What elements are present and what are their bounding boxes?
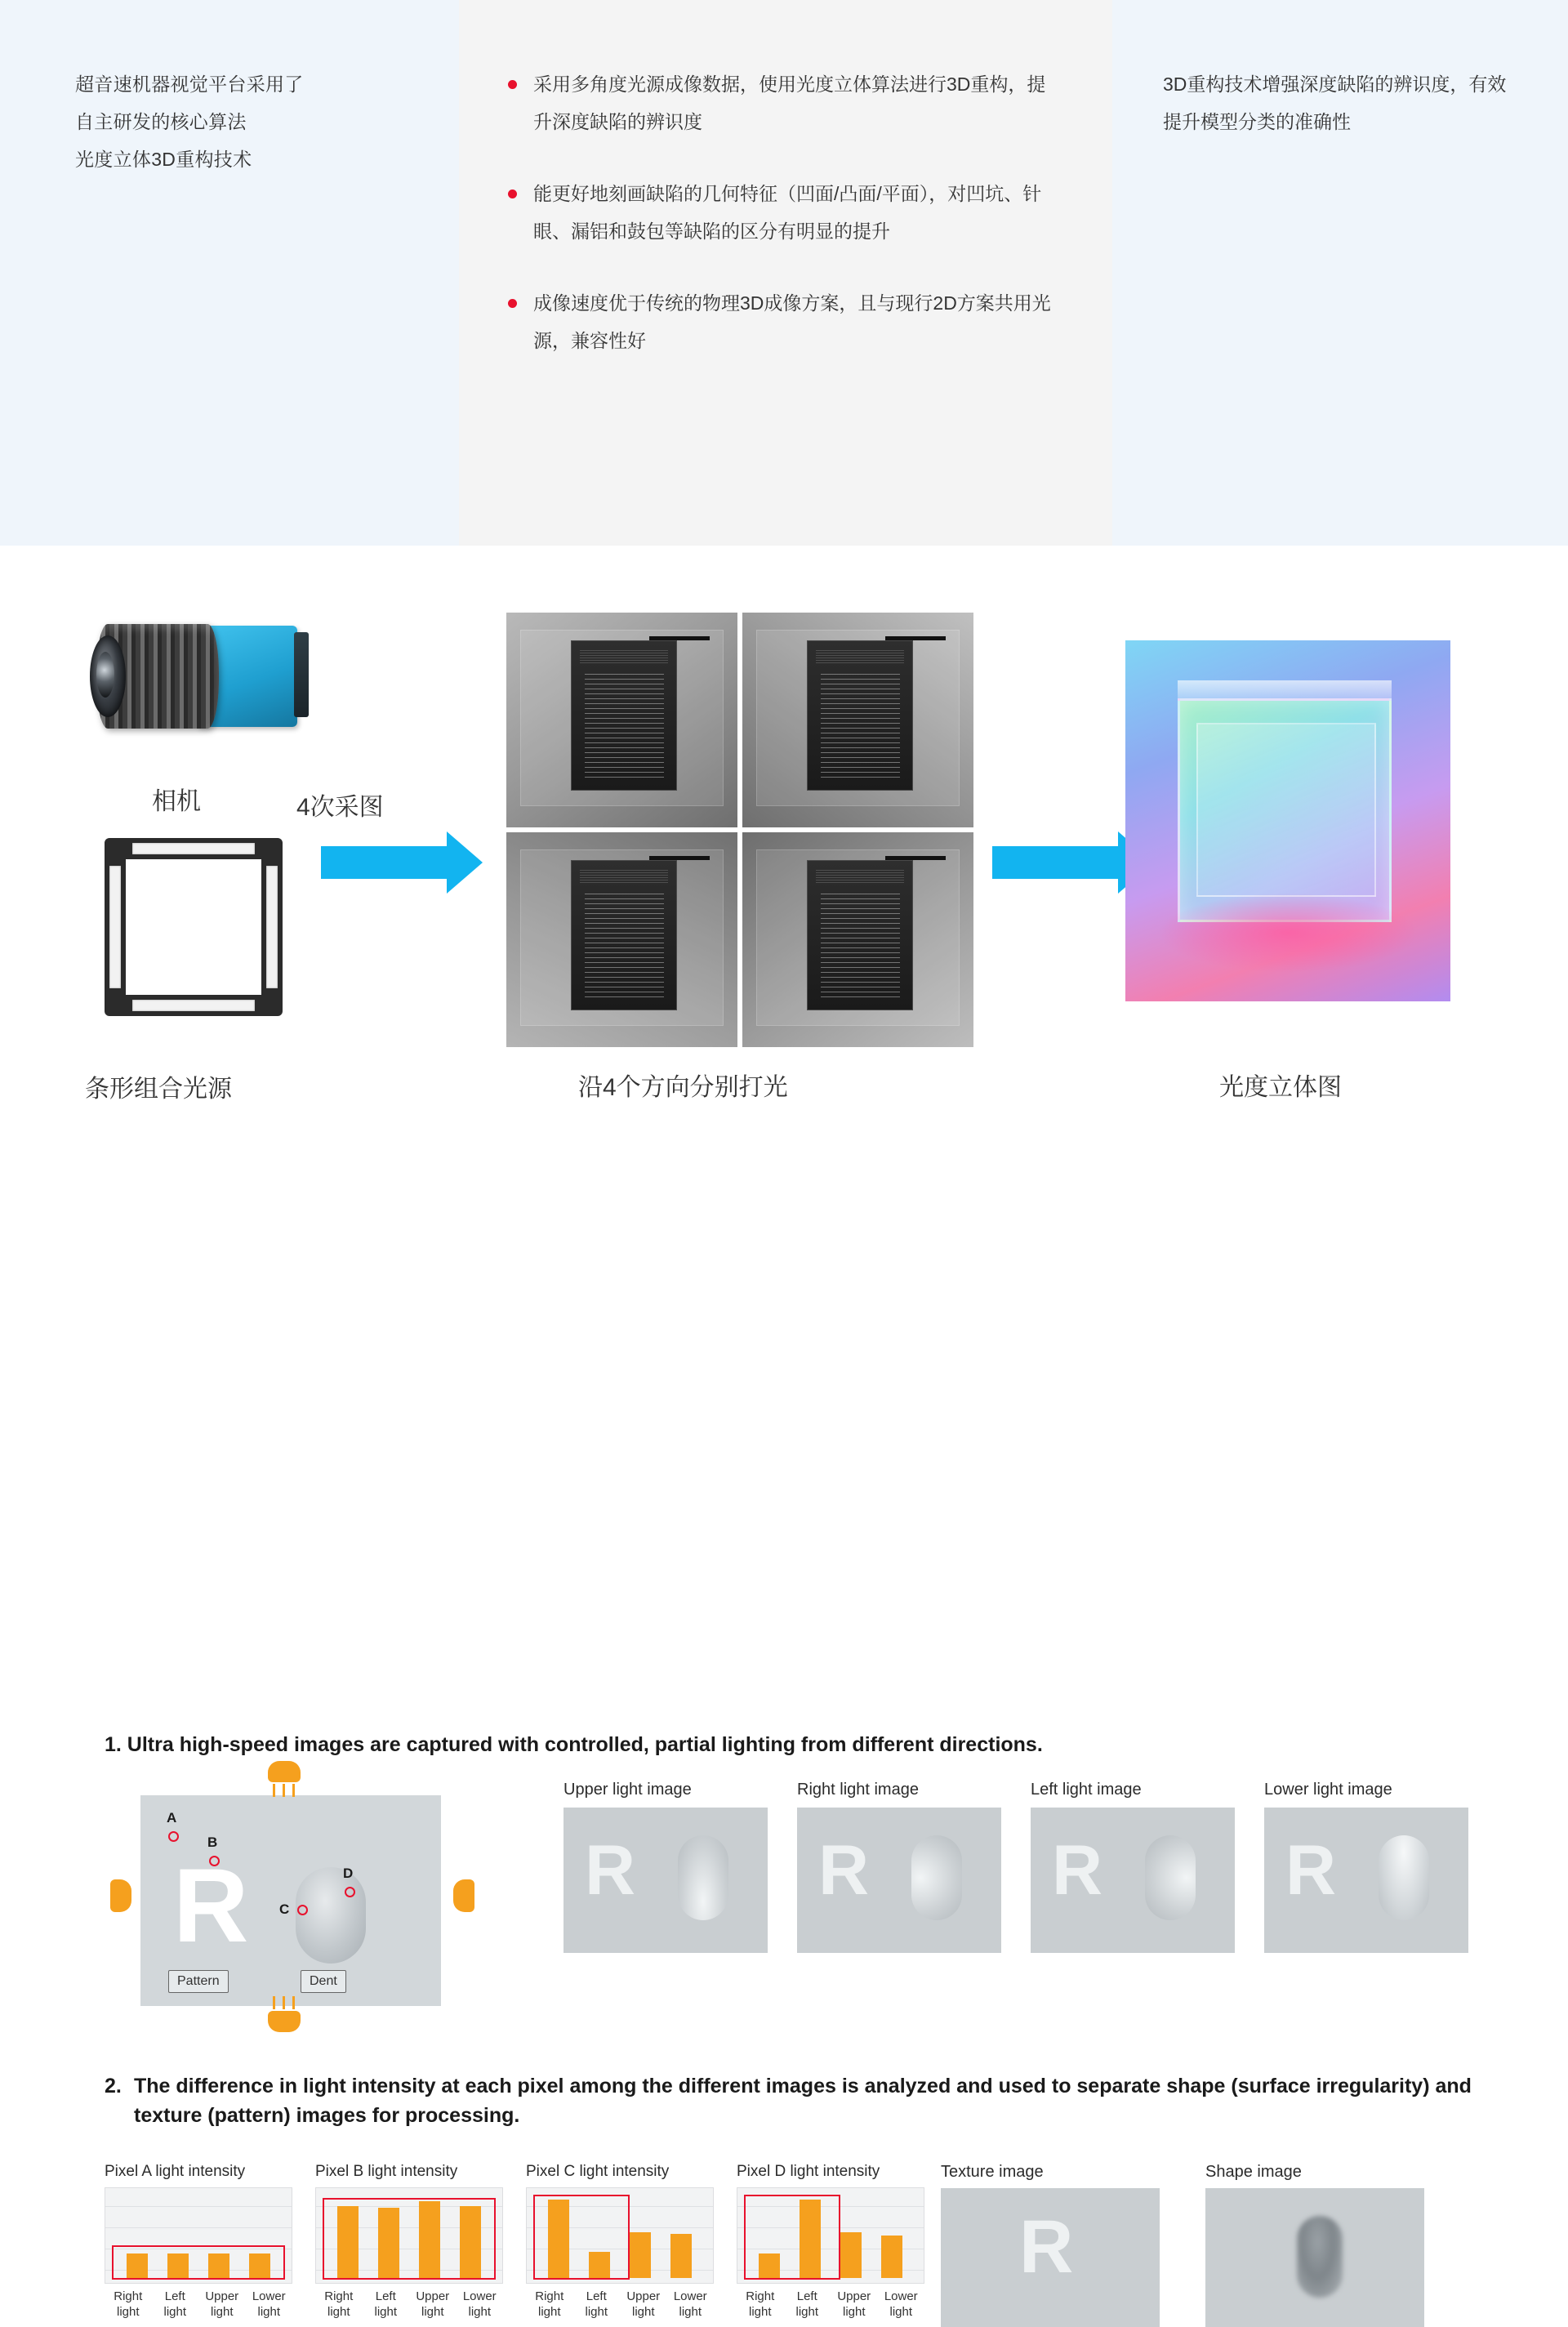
point-b-marker xyxy=(209,1856,220,1866)
chart-axis-labels xyxy=(737,2289,924,2320)
chart-axis-labels xyxy=(315,2289,503,2320)
axis-tick: Left light xyxy=(585,2289,608,2319)
banner-column-bullets xyxy=(459,0,1112,546)
camera-lens xyxy=(96,624,219,729)
chart-highlight-box xyxy=(112,2245,285,2280)
bar xyxy=(881,2236,902,2278)
chart-pixel-c xyxy=(526,2163,714,2320)
chart-plot-area xyxy=(315,2187,503,2284)
light-bar-top xyxy=(132,843,255,854)
output-image-caption: Shape image xyxy=(1205,2163,1302,2181)
arrow-right-icon-1 xyxy=(321,831,483,894)
chart-pixel-d xyxy=(737,2163,924,2320)
point-a-label: A xyxy=(167,1810,177,1825)
light-image-caption: Lower light image xyxy=(1264,1781,1392,1799)
chart-plot-area xyxy=(526,2187,714,2284)
axis-tick: Left light xyxy=(163,2289,187,2319)
chart-pixel-b xyxy=(315,2163,503,2320)
photometric-stereo-image xyxy=(1125,640,1450,1001)
list-item xyxy=(508,175,1080,250)
captured-image-upper xyxy=(506,613,737,827)
bullet-text: 采用多角度光源成像数据，使用光度立体算法进行3D重构，提升深度缺陷的辨识度 xyxy=(533,74,1046,132)
chart-highlight-box xyxy=(323,2198,496,2280)
texture-image xyxy=(941,2163,1160,2327)
bullet-text: 成像速度优于传统的物理3D成像方案，且与现行2D方案共用光源，兼容性好 xyxy=(533,292,1051,351)
point-c-marker xyxy=(297,1905,308,1915)
light-image-left xyxy=(1031,1781,1235,1953)
axis-tick: Right light xyxy=(535,2289,564,2319)
light-image-upper xyxy=(564,1781,768,1953)
light-bar-bottom xyxy=(132,1000,255,1011)
photometric-stereo-label: 光度立体图 xyxy=(1219,1074,1342,1101)
lamp-lower-icon xyxy=(268,2011,301,2032)
light-frame xyxy=(105,838,283,1016)
bar xyxy=(670,2234,692,2278)
tag-dent: Dent xyxy=(301,1970,346,1993)
axis-tick: Left light xyxy=(795,2289,819,2319)
capture-count-label: 4次采图 xyxy=(296,794,384,821)
axis-tick: Upper light xyxy=(626,2289,661,2319)
benefit-text: 3D重构技术增强深度缺陷的辨识度，有效提升模型分类的准确性 xyxy=(1163,74,1507,132)
light-image-right xyxy=(797,1781,1001,1953)
chart-title: Pixel A light intensity xyxy=(105,2163,246,2180)
chart-highlight-box xyxy=(533,2195,630,2280)
point-a-marker xyxy=(168,1831,179,1842)
light-image-letter: R xyxy=(1285,1831,1337,1910)
axis-tick: Left light xyxy=(374,2289,398,2319)
english-explainer xyxy=(0,1232,1568,2319)
bar-light-source-icon xyxy=(105,838,283,1016)
dent-render xyxy=(1145,1835,1196,1920)
tag-pattern: Pattern xyxy=(168,1970,229,1993)
banner-column-intro xyxy=(0,0,459,546)
dent-render xyxy=(1379,1835,1429,1920)
chart-pixel-a xyxy=(105,2163,292,2320)
point-d-label: D xyxy=(343,1866,354,1881)
intro-line-3: 光度立体3D重构技术 xyxy=(75,149,252,170)
directions-label: 沿4个方向分别打光 xyxy=(578,1074,788,1101)
axis-tick: Right light xyxy=(114,2289,143,2319)
axis-tick: Lower light xyxy=(673,2289,707,2319)
bullet-text: 能更好地刻画缺陷的几何特征（凹面/凸面/平面），对凹坑、针眼、漏铝和鼓包等缺陷的区分有明显的提升 xyxy=(533,183,1042,242)
texture-letter: R xyxy=(1019,2205,1074,2289)
bullet-dot-icon xyxy=(508,299,517,308)
lamp-left-icon xyxy=(105,1885,137,1906)
chart-axis-labels xyxy=(526,2289,714,2320)
output-image-row xyxy=(941,2163,1424,2327)
axis-tick: Right light xyxy=(746,2289,775,2319)
captured-image-right xyxy=(742,613,973,827)
light-image-caption: Upper light image xyxy=(564,1781,692,1799)
lamp-upper-icon xyxy=(268,1761,301,1782)
light-image-lower xyxy=(1264,1781,1468,1953)
process-diagram xyxy=(0,546,1568,1232)
axis-tick: Upper light xyxy=(416,2289,450,2319)
dent-shape xyxy=(296,1867,366,1964)
intro-line-2: 自主研发的核心算法 xyxy=(75,111,247,132)
chart-title: Pixel B light intensity xyxy=(315,2163,458,2180)
point-b-label: B xyxy=(207,1834,218,1850)
captured-image-lower xyxy=(742,832,973,1047)
light-source-label: 条形组合光源 xyxy=(85,1076,232,1103)
shape-image xyxy=(1205,2163,1424,2327)
point-c-label: C xyxy=(279,1901,290,1917)
banner-column-benefit xyxy=(1112,0,1568,546)
step-1-title: 1. Ultra high-speed images are captured with controlled, partial lighting from different directions. xyxy=(105,1733,1043,1756)
top-banner xyxy=(0,0,1568,546)
axis-tick: Upper light xyxy=(205,2289,239,2319)
point-d-marker xyxy=(345,1887,355,1897)
four-direction-image-grid xyxy=(506,613,973,1047)
output-image-caption: Texture image xyxy=(941,2163,1044,2181)
chart-axis-labels xyxy=(105,2289,292,2320)
list-item xyxy=(508,284,1080,359)
intensity-chart-row xyxy=(105,2163,924,2320)
bullet-dot-icon xyxy=(508,189,517,198)
light-image-letter: R xyxy=(585,1831,636,1910)
step-2-title xyxy=(105,2071,1477,2130)
bullet-dot-icon xyxy=(508,80,517,89)
light-image-caption: Right light image xyxy=(797,1781,919,1799)
camera-label: 相机 xyxy=(152,788,201,815)
chart-highlight-box xyxy=(744,2195,840,2280)
schematic-letter: R xyxy=(173,1848,249,1964)
dent-render xyxy=(678,1835,728,1920)
intro-line-1: 超音速机器视觉平台采用了 xyxy=(75,74,304,95)
schematic-sample xyxy=(140,1795,441,2006)
lamp-right-icon xyxy=(448,1885,480,1906)
step-2-text: The difference in light intensity at each pixel among the different images is analyzed and used to separate shape (surface irregularity) and texture (pattern) images for processing. xyxy=(134,2075,1472,2127)
light-image-letter: R xyxy=(818,1831,870,1910)
shape-dent-render xyxy=(1297,2216,1343,2298)
captured-image-left xyxy=(506,832,737,1047)
bar xyxy=(630,2232,651,2278)
chart-title: Pixel C light intensity xyxy=(526,2163,670,2180)
light-image-row xyxy=(564,1781,1468,1953)
axis-tick: Upper light xyxy=(837,2289,871,2319)
light-image-letter: R xyxy=(1052,1831,1103,1910)
axis-tick: Lower light xyxy=(462,2289,497,2319)
chart-plot-area xyxy=(105,2187,292,2284)
list-item xyxy=(508,65,1080,140)
axis-tick: Lower light xyxy=(884,2289,918,2319)
step-2-number: 2. xyxy=(105,2075,122,2097)
light-bar-left xyxy=(109,866,121,988)
chart-plot-area xyxy=(737,2187,924,2284)
chart-title: Pixel D light intensity xyxy=(737,2163,880,2180)
bar xyxy=(840,2232,862,2278)
axis-tick: Lower light xyxy=(252,2289,286,2319)
light-bar-right xyxy=(266,866,278,988)
axis-tick: Right light xyxy=(324,2289,354,2319)
dent-render xyxy=(911,1835,962,1920)
camera-icon xyxy=(88,611,309,762)
light-image-caption: Left light image xyxy=(1031,1781,1142,1799)
